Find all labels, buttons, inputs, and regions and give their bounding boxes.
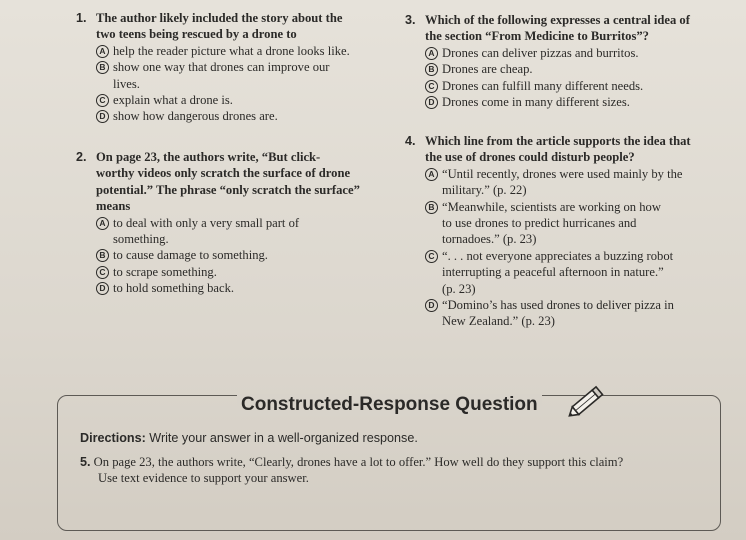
directions-label: Directions: [80,431,146,445]
answer-option-b[interactable]: B show one way that drones can improve our lives. [96,59,396,92]
answer-option-a[interactable]: A Drones can deliver pizzas and burritos. [425,45,725,61]
option-letter-a: A [96,217,109,230]
constructed-response-title: Constructed-Response Question [237,394,542,416]
question-stem: The author likely included the story about the two teens being rescued by a drone to [96,11,343,42]
option-letter-b: B [96,249,109,262]
question-4 [405,133,725,330]
answer-option-d[interactable]: D show how dangerous drones are. [96,108,396,124]
question-number: 5. [80,455,91,469]
pencil-icon [566,380,608,422]
option-letter-d: D [96,282,109,295]
directions-text: Directions: Write your answer in a well-organized response. [80,431,418,445]
answer-option-d[interactable]: D “Domino’s has used drones to deliver pizza in New Zealand.” (p. 23) [425,297,725,330]
question-number: 4. [405,134,416,148]
option-letter-c: C [425,250,438,263]
question-number: 2. [76,150,87,164]
question-3 [405,12,725,110]
answer-option-d[interactable]: D Drones come in many different sizes. [425,94,725,110]
option-letter-d: D [425,299,438,312]
option-letter-a: A [425,168,438,181]
option-letter-a: A [425,47,438,60]
option-letter-c: C [96,266,109,279]
question-stem: Which of the following expresses a central idea of the section “From Medicine to Burritos”? [425,13,690,44]
question-5: 5. On page 23, the authors write, “Clearly, drones have a lot to offer.” How well do they support this claim? Use text evidence to support your answer. [80,455,624,486]
question-number: 3. [405,13,416,27]
option-letter-b: B [425,201,438,214]
option-letter-c: C [96,94,109,107]
option-letter-b: B [425,63,438,76]
question-1 [76,10,396,125]
option-letter-a: A [96,45,109,58]
answer-option-d[interactable]: D to hold something back. [96,280,396,296]
option-letter-c: C [425,80,438,93]
question-stem: Which line from the article supports the idea that the use of drones could disturb people? [425,134,691,165]
answer-option-b[interactable]: B “Meanwhile, scientists are working on how to use drones to predict hurricanes and tornadoes.” (p. 23) [425,199,725,248]
answer-option-c[interactable]: C explain what a drone is. [96,92,396,108]
answer-option-a[interactable]: A to deal with only a very small part of something. [96,215,396,248]
option-letter-b: B [96,61,109,74]
answer-option-a[interactable]: A “Until recently, drones were used mainly by the military.” (p. 22) [425,166,725,199]
question-stem: On page 23, the authors write, “But click- worthy videos only scratch the surface of drone potential.” The phrase “only scratch the surface” means [96,150,360,214]
answer-option-b[interactable]: B to cause damage to something. [96,247,396,263]
question-2 [76,149,396,297]
option-letter-d: D [96,110,109,123]
option-letter-d: D [425,96,438,109]
question-number: 1. [76,11,87,25]
answer-option-c[interactable]: C Drones can fulfill many different needs. [425,78,725,94]
answer-option-a[interactable]: A help the reader picture what a drone looks like. [96,43,396,59]
answer-option-c[interactable]: C to scrape something. [96,264,396,280]
answer-option-c[interactable]: C “. . . not everyone appreciates a buzzing robot interrupting a peaceful afternoon in nature.” (p. 23) [425,248,725,297]
answer-option-b[interactable]: B Drones are cheap. [425,61,725,77]
